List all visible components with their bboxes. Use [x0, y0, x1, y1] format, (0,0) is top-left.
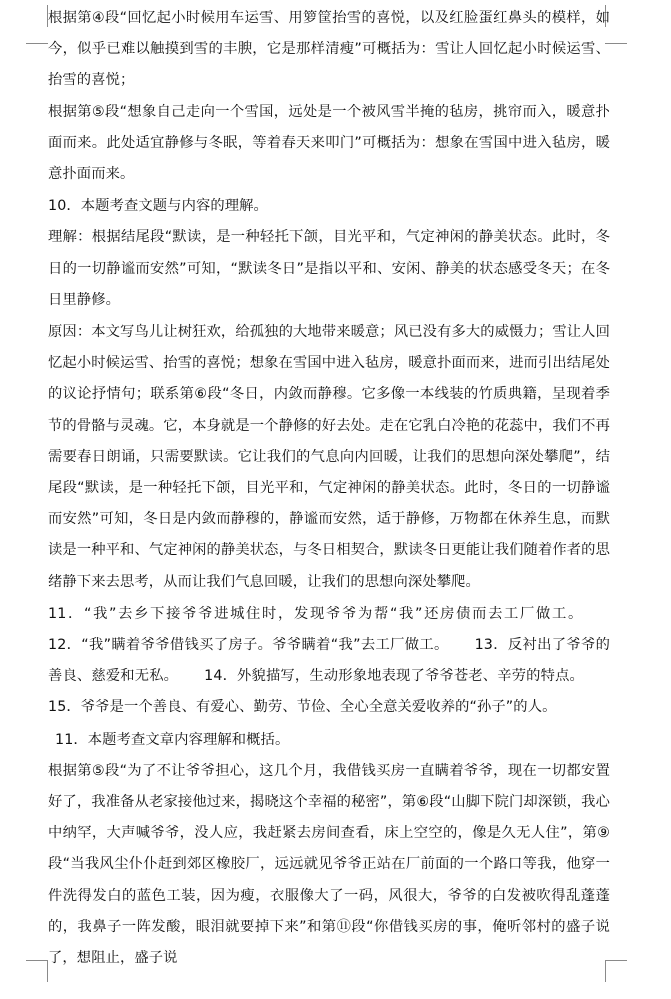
- answer-14: 14．外貌描写，生动形象地表现了爷爷苍老、辛劳的特点。: [204, 668, 585, 685]
- crop-mark-bottom-left-h: [26, 960, 48, 961]
- paragraph-item11: 根据第⑤段“为了不让爷爷担心，这几个月，我借钱买房一直瞒着爷爷，现在一切都安置好了，我准备从老家接他过来，揭晓这个幸福的秘密”，第⑥段“山脚下院门却深锁，我心中纳罕，大声喊爷爷，没人应，我赶紧去房间查看，床上空空的，像是久无人住”，第⑨段“当我风尘仆仆赶到郊区橡胶厂，远远就见爷爷正站在厂前面的一个路口等我，他穿一件洗得发白的蓝色工装，因为瘦，衣服像大了一码，风很大，爷爷的白发被吹得乱蓬蓬的，我鼻子一阵发酸，眼泪就要掉下来”和第⑪段“你借钱买房的事，俺听邻村的盛子说了，想阻止，盛子说: [48, 762, 610, 967]
- paragraph-understanding: 理解：根据结尾段“默读，是一种轻托下颌，目光平和，气定神闲的静美状态。此时，冬日的一切静谧而安然”可知，“默读冬日”是指以平和、安闲、静美的状态感受冬天；在冬日里静修。: [48, 229, 610, 308]
- answer-13: 13．反衬出了爷爷的善良、慈爱和无私。: [48, 637, 610, 685]
- paragraph-reason: 原因：本文写鸟儿让树狂欢，给孤独的大地带来暖意；风已没有多大的威慑力；雪让人回忆起小时候运雪、抬雪的喜悦；想象在雪国中进入毡房，暖意扑面而来，进而引出结尾处的议论抒情句；联系第⑥段“冬日，内敛而静穆。它多像一本线装的竹质典籍，呈现着季节的骨骼与灵魂。它，本身就是一个静修的好去处。走在它乳白冷艳的花蕊中，我们不再需要春日朗诵，只需要默读。它让我们的气息向内回暖，让我们的思想向深处攀爬”，结尾段“默读，是一种轻托下颌，目光平和，气定神闲的静美状态。此时，冬日的一切静谧而安然”可知，冬日是内敛而静穆的，静谧而安然，适于静修，万物都在休养生息，而默读是一种平和、气定神闲的静美状态，与冬日相契合，默读冬日更能让我们随着作者的思绪静下来去思考，从而让我们气息回暖，让我们的思想向深处攀爬。: [48, 324, 610, 590]
- answer-12: 12．“我”瞒着爷爷借钱买了房子。爷爷瞒着“我”去工厂做工。: [48, 637, 449, 654]
- paragraph-2: 根据第⑤段“想象自己走向一个雪国，远处是一个被风雪半掩的毡房，挑帘而入，暖意扑面而来。此处适宜静修与冬眠，等着春天来叩门”可概括为：想象在雪国中进入毡房，暖意扑面而来。: [48, 103, 610, 183]
- answer-15: 15．爷爷是一个善良、有爱心、勤劳、节俭、全心全意关爱收养的“孙子”的人。: [48, 699, 557, 716]
- crop-mark-top-left-h: [26, 43, 48, 44]
- question-11-title: 11．本题考查文章内容理解和概括。: [55, 731, 290, 748]
- question-10-title: 10．本题考查文题与内容的理解。: [48, 198, 268, 215]
- answers-block: [48, 599, 610, 724]
- document-body: [48, 3, 610, 974]
- paragraph-1: 根据第④段“回忆起小时候用车运雪、用箩筐抬雪的喜悦，以及红脸蛋红鼻头的模样，如今，似乎已难以触摸到雪的丰腴，它是那样清瘦”可概括为：雪让人回忆起小时候运雪、抬雪的喜悦；: [48, 10, 610, 89]
- answer-11: 11．“我”去乡下接爷爷进城住时，发现爷爷为帮“我”还房债而去工厂做工。: [48, 605, 584, 622]
